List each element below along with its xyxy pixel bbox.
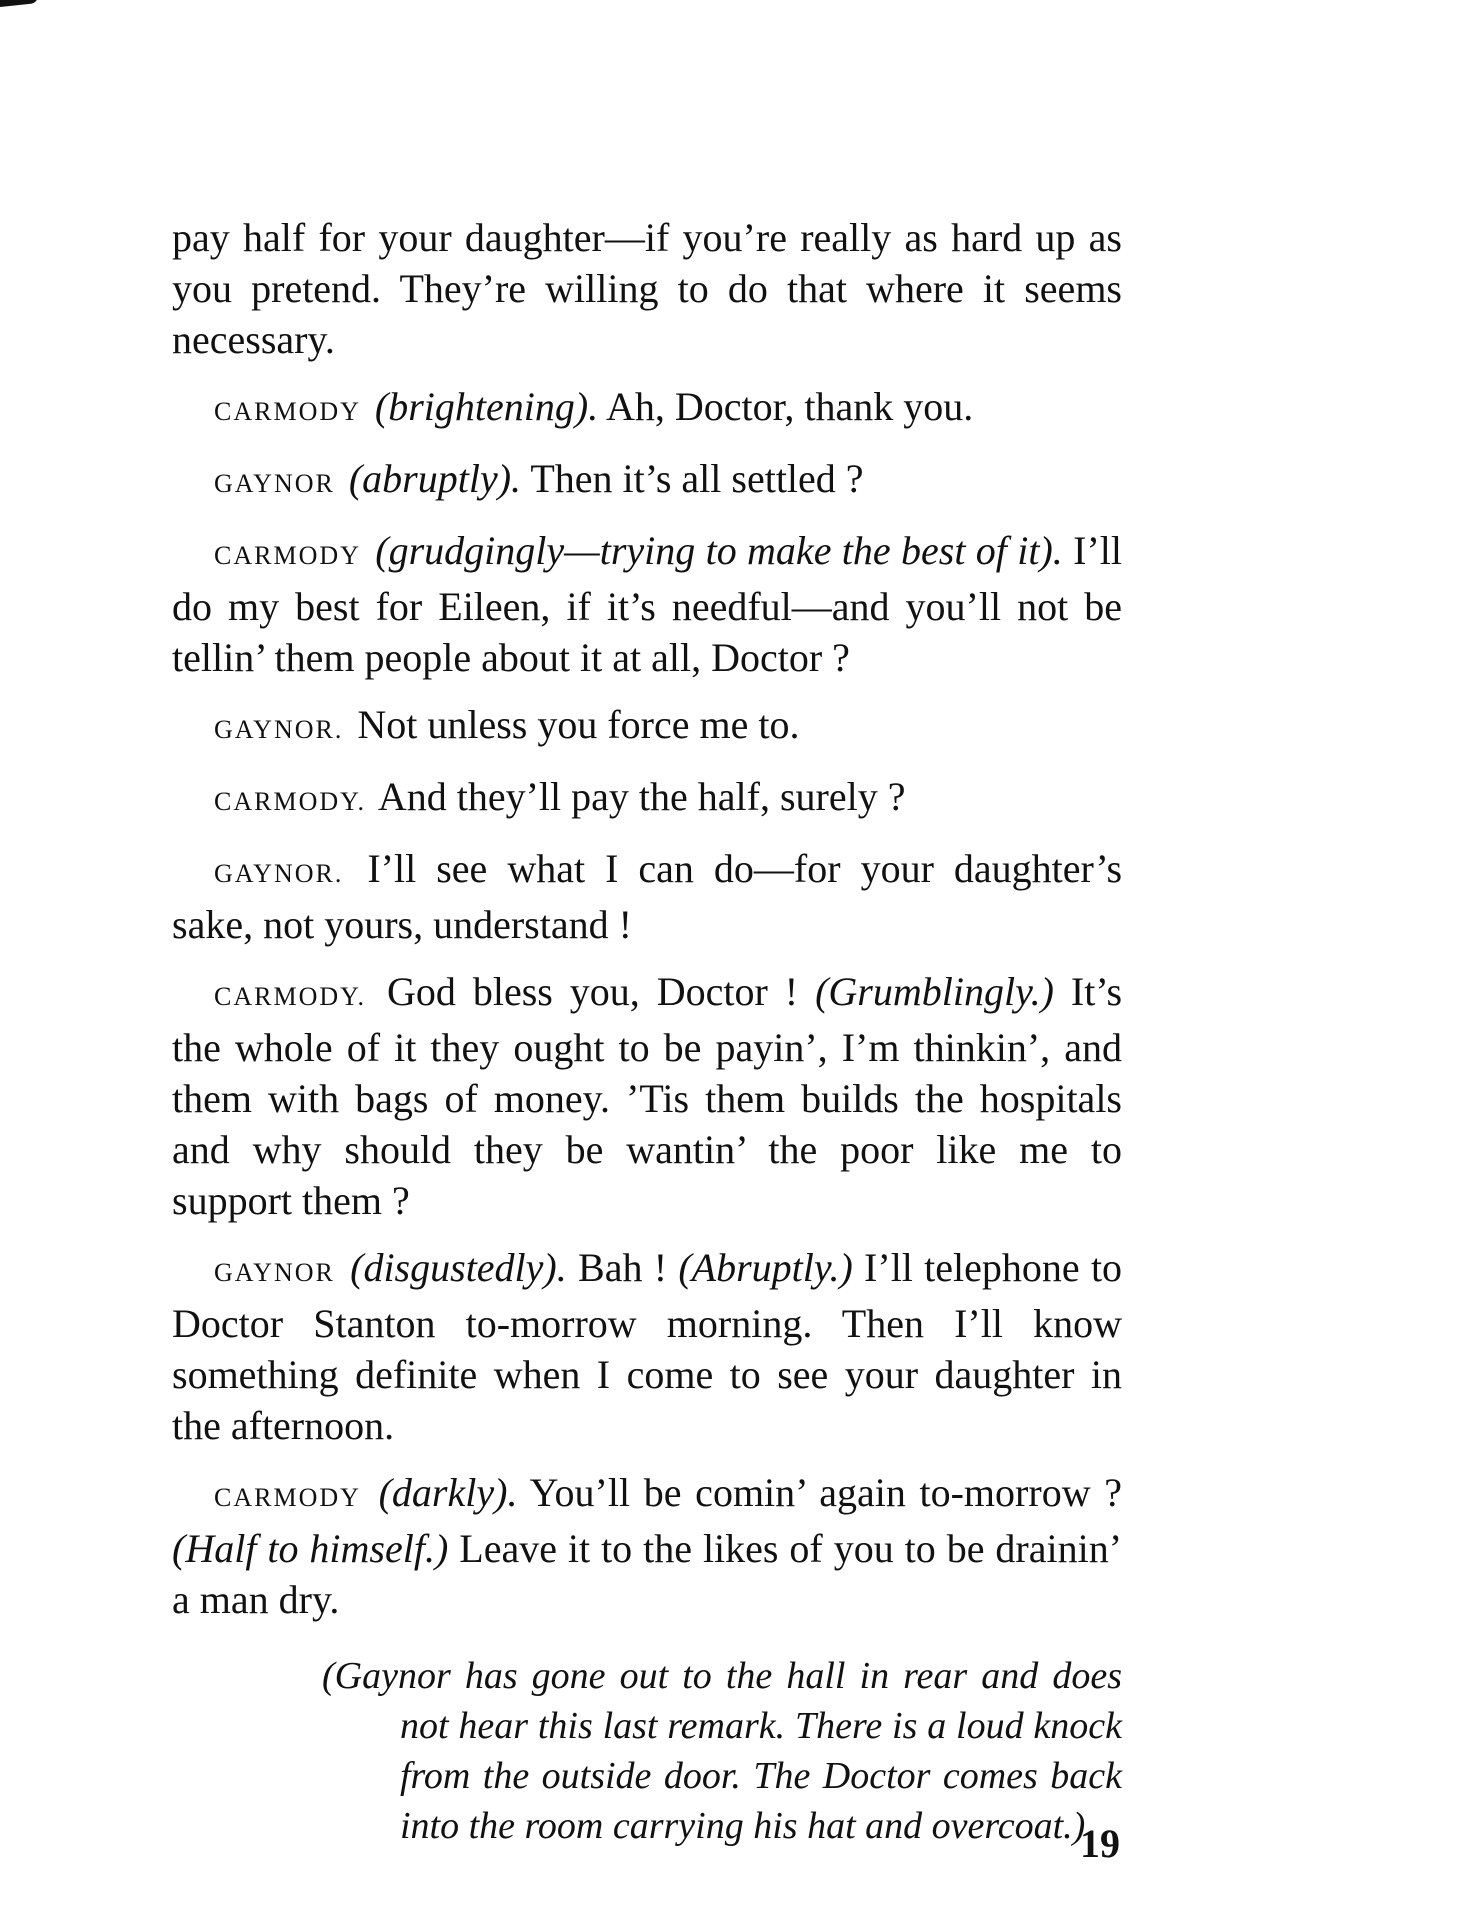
- stage-direction-inline: (brightening).: [374, 384, 599, 429]
- speech-8: [172, 1242, 1122, 1451]
- stage-direction-text: (Gaynor has gone out to the hall in rear and does not hear this last remark. There is a loud knock from the outside door. The Doctor comes back into the room carrying his hat and overcoat.): [322, 1655, 1122, 1847]
- speaker-name: CARMODY: [214, 1483, 361, 1512]
- speech-text: Ah, Doctor, thank you.: [606, 384, 974, 429]
- stage-direction-inline: (grudgingly—trying to make the best of it).: [375, 528, 1063, 573]
- speech-1: [172, 381, 1122, 437]
- speech-text: Then it’s all settled ?: [530, 456, 864, 501]
- speech-3: [172, 525, 1122, 683]
- speech-text-continued: I’ll telephone to Doctor Stanton to-morrow morning. Then I’ll know something definite when I come to see your daughter in the afternoon.: [172, 1245, 1123, 1448]
- speech-text: I’ll see what I can do—for your daughter’s sake, not yours, understand !: [172, 846, 1123, 947]
- speech-2: [172, 453, 1122, 509]
- stage-direction-inline: (Grumblingly.): [815, 969, 1054, 1014]
- stage-direction-inline: (Half to himself.): [172, 1526, 449, 1571]
- stage-direction-inline: (abruptly).: [348, 456, 522, 501]
- speech-5: [172, 771, 1122, 827]
- speaker-name: GAYNOR: [214, 469, 335, 498]
- speech-text: Not unless you force me to.: [357, 702, 800, 747]
- stage-direction-inline: (disgustedly).: [350, 1245, 567, 1290]
- speech-text: I’ll do my best for Eileen, if it’s needful—and you’ll not be tellin’ them people about it at all, Doctor ?: [172, 528, 1122, 680]
- page-number: 19: [1080, 1821, 1120, 1866]
- speaker-name: CARMODY: [214, 397, 361, 426]
- speaker-name: GAYNOR.: [214, 715, 344, 744]
- speech-6: [172, 843, 1122, 950]
- speech-4: [172, 699, 1122, 755]
- speaker-name: CARMODY.: [214, 787, 367, 816]
- stage-direction-block: [172, 1651, 1122, 1851]
- speech-text: Bah !: [578, 1245, 668, 1290]
- speech-text-continued: It’s the whole of it they ought to be payin’, I’m thinkin’, and them with bags of money. ’Tis them builds the hospitals and why should they be wantin’ the poor like me to support them ?: [172, 969, 1123, 1223]
- stage-direction-inline: (darkly).: [378, 1470, 518, 1515]
- speech-text: And they’ll pay the half, surely ?: [377, 774, 906, 819]
- stage-direction-inline: (Abruptly.): [678, 1245, 853, 1290]
- speaker-name: CARMODY: [214, 541, 361, 570]
- speech-9: [172, 1467, 1122, 1625]
- speech-7: [172, 966, 1122, 1226]
- ink-mark: [0, 0, 38, 7]
- speech-text: God bless you, Doctor !: [387, 969, 799, 1014]
- speech-text: You’ll be comin’ again to-morrow ?: [529, 1470, 1123, 1515]
- page-text: [172, 212, 1122, 1851]
- opening-paragraph: pay half for your daughter—if you’re really as hard up as you pretend. They’re willing to do that where it seems necessary.: [172, 215, 1122, 362]
- speaker-name: GAYNOR: [214, 1258, 335, 1287]
- speaker-name: CARMODY.: [214, 982, 367, 1011]
- speech-text-continued: Leave it to the likes of you to be drainin’ a man dry.: [172, 1526, 1123, 1622]
- speaker-name: GAYNOR.: [214, 859, 344, 888]
